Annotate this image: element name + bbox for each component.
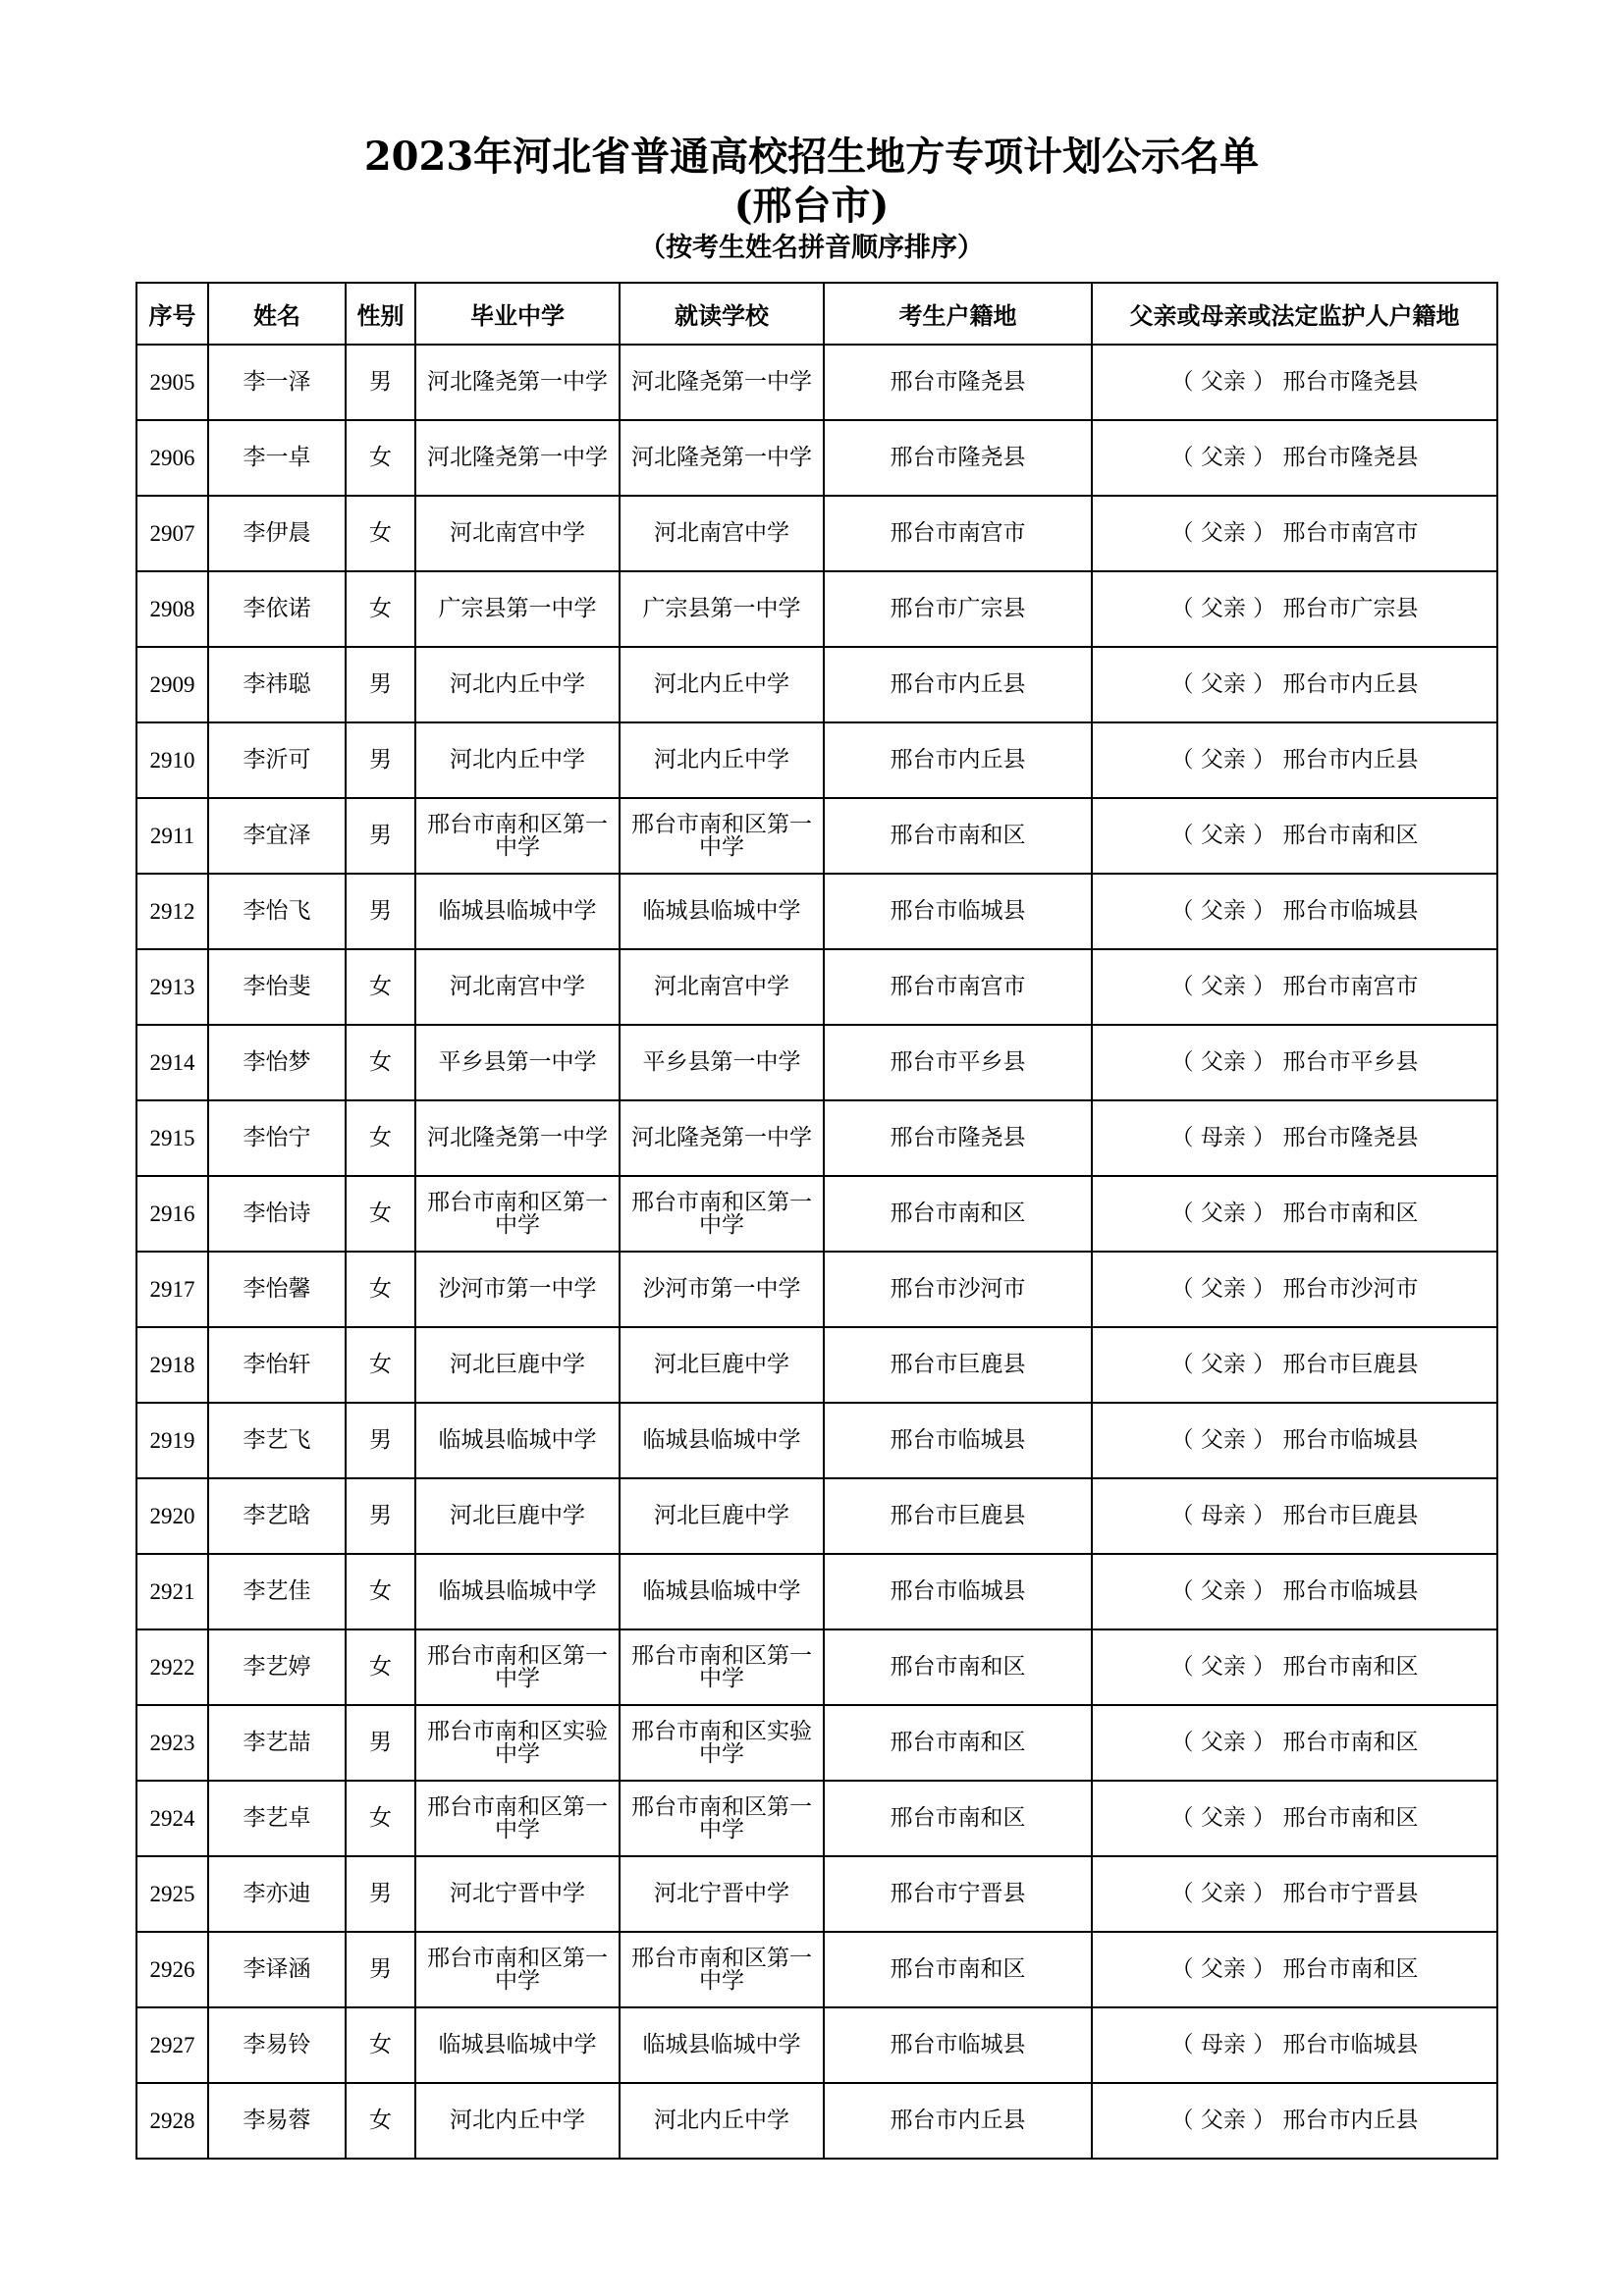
cell-gender: 男 (346, 798, 415, 874)
cell-name: 李易铃 (208, 2007, 346, 2083)
cell-hukou: 邢台市宁晋县 (824, 1856, 1092, 1932)
cell-gender: 男 (346, 1403, 415, 1478)
table-row (136, 1629, 1497, 1705)
cell-grad-school: 沙河市第一中学 (415, 1252, 620, 1327)
cell-school: 河北内丘中学 (620, 2083, 824, 2159)
cell-name: 李易蓉 (208, 2083, 346, 2159)
cell-guardian-hukou: （ 父亲 ） 邢台市沙河市 (1092, 1252, 1497, 1327)
cell-seq: 2924 (136, 1781, 208, 1856)
cell-gender: 男 (346, 647, 415, 722)
cell-school: 广宗县第一中学 (620, 571, 824, 647)
cell-hukou: 邢台市广宗县 (824, 571, 1092, 647)
cell-hukou: 邢台市沙河市 (824, 1252, 1092, 1327)
cell-hukou: 邢台市南和区 (824, 1705, 1092, 1781)
cell-school: 河北南宫中学 (620, 949, 824, 1025)
cell-grad-school: 邢台市南和区实验中学 (415, 1705, 620, 1781)
cell-school: 河北隆尧第一中学 (620, 420, 824, 496)
table-row (136, 345, 1497, 420)
cell-gender: 女 (346, 496, 415, 571)
cell-seq: 2910 (136, 722, 208, 798)
cell-seq: 2912 (136, 874, 208, 949)
cell-seq: 2927 (136, 2007, 208, 2083)
table-row (136, 1478, 1497, 1554)
cell-gender: 男 (346, 1856, 415, 1932)
cell-name: 李沂可 (208, 722, 346, 798)
cell-hukou: 邢台市内丘县 (824, 2083, 1092, 2159)
cell-school: 临城县临城中学 (620, 874, 824, 949)
cell-name: 李艺喆 (208, 1705, 346, 1781)
table-row (136, 1025, 1497, 1100)
cell-name: 李怡斐 (208, 949, 346, 1025)
cell-grad-school: 平乡县第一中学 (415, 1025, 620, 1100)
column-header-guardian-hukou: 父亲或母亲或法定监护人户籍地 (1092, 283, 1497, 345)
cell-guardian-hukou: （ 父亲 ） 邢台市南和区 (1092, 1176, 1497, 1252)
table-row (136, 1856, 1497, 1932)
roster-table (135, 282, 1498, 2160)
cell-grad-school: 河北南宫中学 (415, 949, 620, 1025)
cell-seq: 2926 (136, 1932, 208, 2007)
cell-seq: 2920 (136, 1478, 208, 1554)
cell-seq: 2925 (136, 1856, 208, 1932)
table-row (136, 647, 1497, 722)
cell-name: 李怡轩 (208, 1327, 346, 1403)
cell-hukou: 邢台市巨鹿县 (824, 1478, 1092, 1554)
cell-guardian-hukou: （ 父亲 ） 邢台市内丘县 (1092, 722, 1497, 798)
cell-guardian-hukou: （ 父亲 ） 邢台市南和区 (1092, 1781, 1497, 1856)
cell-grad-school: 河北隆尧第一中学 (415, 1100, 620, 1176)
cell-seq: 2905 (136, 345, 208, 420)
cell-hukou: 邢台市临城县 (824, 1554, 1092, 1629)
cell-guardian-hukou: （ 父亲 ） 邢台市南和区 (1092, 1932, 1497, 2007)
cell-grad-school: 临城县临城中学 (415, 2007, 620, 2083)
cell-grad-school: 河北隆尧第一中学 (415, 420, 620, 496)
column-header-gender: 性别 (346, 283, 415, 345)
cell-hukou: 邢台市南和区 (824, 1629, 1092, 1705)
roster-body (136, 345, 1497, 2159)
cell-school: 邢台市南和区第一中学 (620, 1176, 824, 1252)
cell-guardian-hukou: （ 母亲 ） 邢台市临城县 (1092, 2007, 1497, 2083)
table-row (136, 722, 1497, 798)
column-header-grad-school: 毕业中学 (415, 283, 620, 345)
cell-gender: 女 (346, 1025, 415, 1100)
cell-gender: 女 (346, 2083, 415, 2159)
cell-guardian-hukou: （ 父亲 ） 邢台市南宫市 (1092, 949, 1497, 1025)
table-row (136, 1176, 1497, 1252)
cell-grad-school: 河北巨鹿中学 (415, 1478, 620, 1554)
column-header-school: 就读学校 (620, 283, 824, 345)
cell-grad-school: 邢台市南和区第一中学 (415, 1176, 620, 1252)
column-header-hukou: 考生户籍地 (824, 283, 1092, 345)
cell-school: 平乡县第一中学 (620, 1025, 824, 1100)
cell-gender: 男 (346, 874, 415, 949)
cell-name: 李艺晗 (208, 1478, 346, 1554)
cell-grad-school: 河北内丘中学 (415, 647, 620, 722)
cell-school: 临城县临城中学 (620, 1403, 824, 1478)
cell-guardian-hukou: （ 父亲 ） 邢台市巨鹿县 (1092, 1327, 1497, 1403)
cell-seq: 2917 (136, 1252, 208, 1327)
cell-hukou: 邢台市内丘县 (824, 722, 1092, 798)
cell-grad-school: 广宗县第一中学 (415, 571, 620, 647)
cell-name: 李亦迪 (208, 1856, 346, 1932)
cell-seq: 2907 (136, 496, 208, 571)
table-row (136, 874, 1497, 949)
table-row (136, 1252, 1497, 1327)
table-row (136, 949, 1497, 1025)
cell-guardian-hukou: （ 父亲 ） 邢台市宁晋县 (1092, 1856, 1497, 1932)
cell-name: 李祎聪 (208, 647, 346, 722)
cell-grad-school: 河北内丘中学 (415, 722, 620, 798)
cell-hukou: 邢台市巨鹿县 (824, 1327, 1092, 1403)
cell-guardian-hukou: （ 父亲 ） 邢台市南宫市 (1092, 496, 1497, 571)
cell-hukou: 邢台市南和区 (824, 1781, 1092, 1856)
cell-seq: 2906 (136, 420, 208, 496)
cell-hukou: 邢台市临城县 (824, 1403, 1092, 1478)
table-row (136, 1327, 1497, 1403)
cell-hukou: 邢台市内丘县 (824, 647, 1092, 722)
cell-school: 邢台市南和区第一中学 (620, 1781, 824, 1856)
cell-name: 李怡馨 (208, 1252, 346, 1327)
cell-seq: 2921 (136, 1554, 208, 1629)
cell-school: 河北宁晋中学 (620, 1856, 824, 1932)
cell-grad-school: 邢台市南和区第一中学 (415, 1932, 620, 2007)
cell-gender: 男 (346, 1478, 415, 1554)
cell-grad-school: 河北内丘中学 (415, 2083, 620, 2159)
cell-grad-school: 临城县临城中学 (415, 1554, 620, 1629)
cell-hukou: 邢台市平乡县 (824, 1025, 1092, 1100)
cell-name: 李怡梦 (208, 1025, 346, 1100)
cell-name: 李一泽 (208, 345, 346, 420)
cell-school: 邢台市南和区实验中学 (620, 1705, 824, 1781)
cell-seq: 2923 (136, 1705, 208, 1781)
cell-school: 河北南宫中学 (620, 496, 824, 571)
cell-guardian-hukou: （ 父亲 ） 邢台市隆尧县 (1092, 345, 1497, 420)
cell-school: 邢台市南和区第一中学 (620, 1932, 824, 2007)
cell-guardian-hukou: （ 父亲 ） 邢台市广宗县 (1092, 571, 1497, 647)
cell-hukou: 邢台市南宫市 (824, 949, 1092, 1025)
cell-gender: 女 (346, 949, 415, 1025)
cell-hukou: 邢台市临城县 (824, 874, 1092, 949)
cell-seq: 2911 (136, 798, 208, 874)
table-row (136, 571, 1497, 647)
table-row (136, 798, 1497, 874)
page-title: 2023年河北省普通高校招生地方专项计划公示名单 (363, 133, 1260, 180)
cell-name: 李依诺 (208, 571, 346, 647)
cell-guardian-hukou: （ 父亲 ） 邢台市隆尧县 (1092, 420, 1497, 496)
cell-gender: 男 (346, 345, 415, 420)
cell-gender: 男 (346, 722, 415, 798)
cell-guardian-hukou: （ 父亲 ） 邢台市内丘县 (1092, 2083, 1497, 2159)
cell-gender: 男 (346, 1932, 415, 2007)
cell-hukou: 邢台市南宫市 (824, 496, 1092, 571)
cell-grad-school: 邢台市南和区第一中学 (415, 798, 620, 874)
cell-gender: 女 (346, 571, 415, 647)
cell-gender: 女 (346, 1327, 415, 1403)
table-row (136, 2083, 1497, 2159)
cell-name: 李译涵 (208, 1932, 346, 2007)
cell-seq: 2928 (136, 2083, 208, 2159)
cell-school: 河北内丘中学 (620, 722, 824, 798)
cell-name: 李艺卓 (208, 1781, 346, 1856)
column-header-name: 姓名 (208, 283, 346, 345)
table-row (136, 1403, 1497, 1478)
cell-school: 河北巨鹿中学 (620, 1327, 824, 1403)
table-row (136, 420, 1497, 496)
cell-gender: 女 (346, 1554, 415, 1629)
cell-name: 李艺婷 (208, 1629, 346, 1705)
header-row (136, 283, 1497, 345)
cell-name: 李怡飞 (208, 874, 346, 949)
table-row (136, 1554, 1497, 1629)
cell-guardian-hukou: （ 母亲 ） 邢台市隆尧县 (1092, 1100, 1497, 1176)
cell-seq: 2913 (136, 949, 208, 1025)
cell-school: 河北隆尧第一中学 (620, 345, 824, 420)
cell-grad-school: 河北隆尧第一中学 (415, 345, 620, 420)
cell-name: 李伊晨 (208, 496, 346, 571)
cell-hukou: 邢台市隆尧县 (824, 1100, 1092, 1176)
cell-grad-school: 临城县临城中学 (415, 874, 620, 949)
column-header-seq: 序号 (136, 283, 208, 345)
cell-gender: 女 (346, 2007, 415, 2083)
cell-grad-school: 河北巨鹿中学 (415, 1327, 620, 1403)
cell-school: 邢台市南和区第一中学 (620, 1629, 824, 1705)
cell-seq: 2908 (136, 571, 208, 647)
cell-name: 李怡宁 (208, 1100, 346, 1176)
cell-grad-school: 邢台市南和区第一中学 (415, 1629, 620, 1705)
table-row (136, 2007, 1497, 2083)
cell-school: 临城县临城中学 (620, 2007, 824, 2083)
cell-gender: 女 (346, 1100, 415, 1176)
cell-seq: 2915 (136, 1100, 208, 1176)
cell-gender: 女 (346, 420, 415, 496)
cell-guardian-hukou: （ 父亲 ） 邢台市南和区 (1092, 1629, 1497, 1705)
cell-guardian-hukou: （ 父亲 ） 邢台市南和区 (1092, 798, 1497, 874)
cell-grad-school: 河北南宫中学 (415, 496, 620, 571)
cell-name: 李艺飞 (208, 1403, 346, 1478)
cell-grad-school: 临城县临城中学 (415, 1403, 620, 1478)
cell-seq: 2918 (136, 1327, 208, 1403)
cell-school: 临城县临城中学 (620, 1554, 824, 1629)
cell-gender: 男 (346, 1705, 415, 1781)
cell-guardian-hukou: （ 父亲 ） 邢台市南和区 (1092, 1705, 1497, 1781)
cell-guardian-hukou: （ 母亲 ） 邢台市巨鹿县 (1092, 1478, 1497, 1554)
table-row (136, 1705, 1497, 1781)
cell-hukou: 邢台市南和区 (824, 1932, 1092, 2007)
page-subtitle: (邢台市) (733, 183, 890, 229)
sort-note: （按考生姓名拼音顺序排序） (639, 233, 984, 263)
cell-grad-school: 河北宁晋中学 (415, 1856, 620, 1932)
cell-hukou: 邢台市临城县 (824, 2007, 1092, 2083)
cell-gender: 女 (346, 1252, 415, 1327)
cell-hukou: 邢台市南和区 (824, 1176, 1092, 1252)
table-row (136, 1932, 1497, 2007)
cell-guardian-hukou: （ 父亲 ） 邢台市临城县 (1092, 1554, 1497, 1629)
cell-gender: 女 (346, 1176, 415, 1252)
cell-school: 河北隆尧第一中学 (620, 1100, 824, 1176)
table-row (136, 1100, 1497, 1176)
cell-guardian-hukou: （ 父亲 ） 邢台市临城县 (1092, 1403, 1497, 1478)
cell-seq: 2909 (136, 647, 208, 722)
cell-guardian-hukou: （ 父亲 ） 邢台市平乡县 (1092, 1025, 1497, 1100)
cell-school: 河北巨鹿中学 (620, 1478, 824, 1554)
table-row (136, 496, 1497, 571)
cell-hukou: 邢台市隆尧县 (824, 345, 1092, 420)
cell-seq: 2916 (136, 1176, 208, 1252)
cell-seq: 2914 (136, 1025, 208, 1100)
cell-guardian-hukou: （ 父亲 ） 邢台市临城县 (1092, 874, 1497, 949)
cell-guardian-hukou: （ 父亲 ） 邢台市内丘县 (1092, 647, 1497, 722)
cell-name: 李宜泽 (208, 798, 346, 874)
cell-name: 李怡诗 (208, 1176, 346, 1252)
cell-grad-school: 邢台市南和区第一中学 (415, 1781, 620, 1856)
cell-hukou: 邢台市南和区 (824, 798, 1092, 874)
cell-hukou: 邢台市隆尧县 (824, 420, 1092, 496)
cell-name: 李一卓 (208, 420, 346, 496)
cell-school: 河北内丘中学 (620, 647, 824, 722)
table-row (136, 1781, 1497, 1856)
cell-gender: 女 (346, 1629, 415, 1705)
cell-school: 邢台市南和区第一中学 (620, 798, 824, 874)
cell-name: 李艺佳 (208, 1554, 346, 1629)
cell-gender: 女 (346, 1781, 415, 1856)
cell-seq: 2922 (136, 1629, 208, 1705)
cell-seq: 2919 (136, 1403, 208, 1478)
cell-school: 沙河市第一中学 (620, 1252, 824, 1327)
